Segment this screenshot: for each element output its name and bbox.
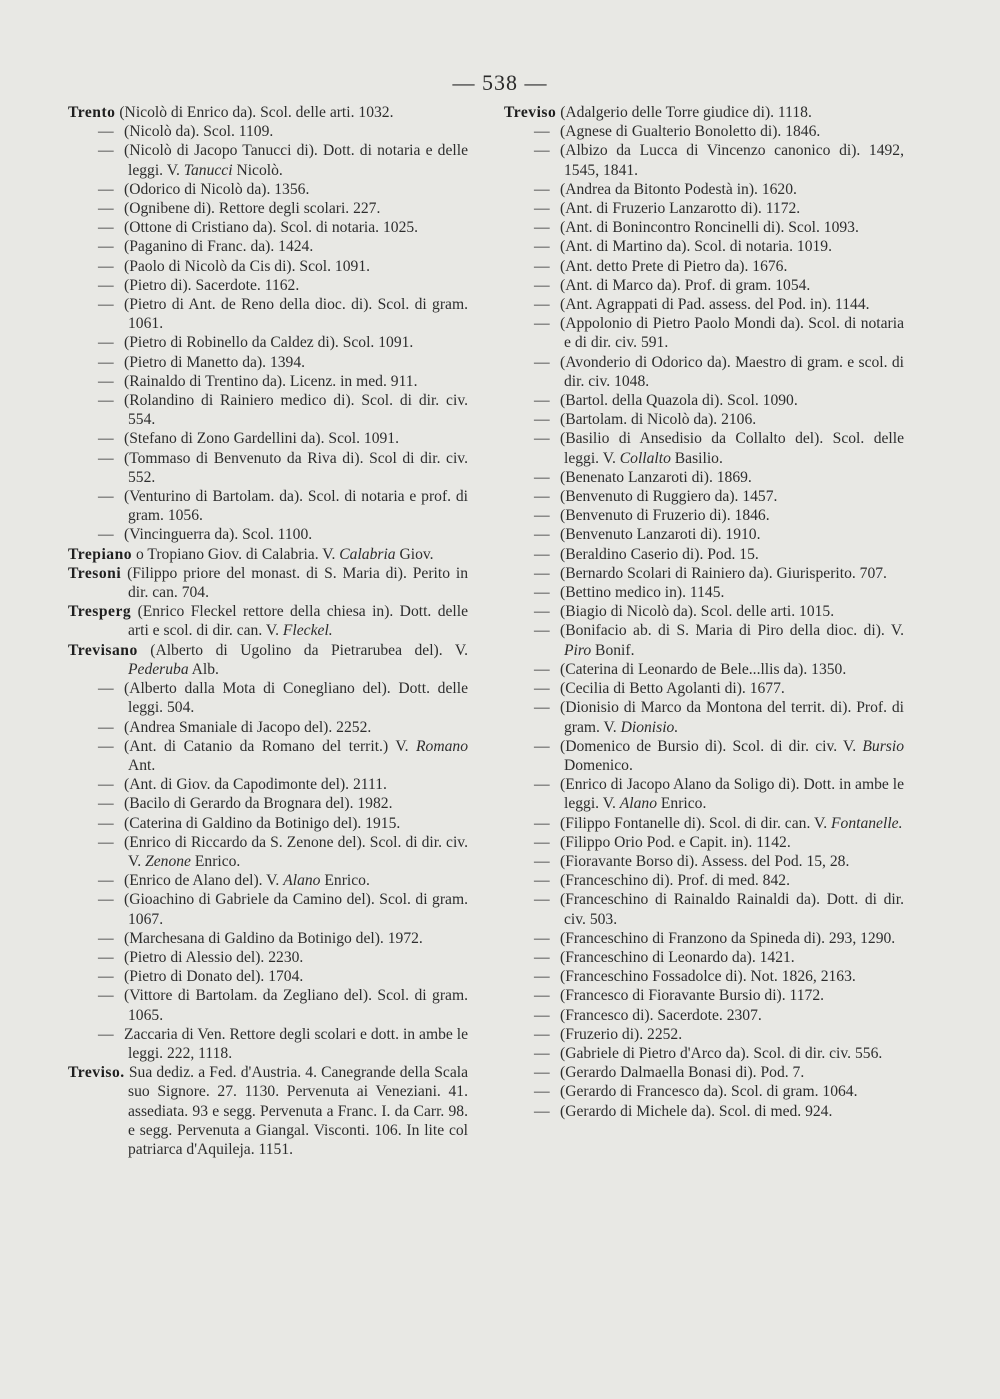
entry-text: (Bacilo di Gerardo da Brognara del). 1982. <box>124 795 393 813</box>
index-subentry <box>504 621 904 659</box>
index-subentry <box>68 948 468 967</box>
entry-text: (Appolonio di Pietro Paolo Mondi da). Scol. di notaria e di dir. civ. 591. <box>560 315 904 352</box>
entry-text-after: Nicolò. <box>232 161 283 179</box>
index-headword-entry <box>68 602 468 640</box>
entry-dash: — <box>534 200 550 218</box>
entry-text: (Ant. di Giov. da Capodimonte del). 2111. <box>124 776 387 794</box>
entry-dash: — <box>98 968 114 986</box>
index-subentry <box>68 276 468 295</box>
entry-dash: — <box>98 795 114 813</box>
entry-dash: — <box>534 968 550 986</box>
index-subentry <box>68 487 468 525</box>
index-subentry <box>504 410 904 429</box>
headword: Treviso <box>504 104 557 121</box>
index-subentry <box>504 967 904 986</box>
entry-dash: — <box>98 257 114 275</box>
cross-reference: Piro <box>564 641 592 659</box>
entry-dash: — <box>534 392 550 410</box>
entry-text: (Benenato Lanzaroti di). 1869. <box>560 468 752 486</box>
entry-text: (Gerardo Dalmaella Bonasi di). Pod. 7. <box>560 1064 805 1082</box>
entry-dash: — <box>534 353 550 371</box>
index-subentry <box>504 391 904 410</box>
index-subentry <box>504 525 904 544</box>
entry-dash: — <box>534 699 550 717</box>
entry-text-after: Bonif. <box>591 641 635 659</box>
index-subentry <box>68 814 468 833</box>
entry-text: (Filippo priore del monast. di S. Maria di). Perito in dir. can. 704. <box>121 564 468 602</box>
entry-dash: — <box>98 238 114 256</box>
entry-text: (Francesco di Fioravante Bursio di). 1172. <box>560 987 825 1005</box>
index-subentry <box>68 929 468 948</box>
entry-text: (Ottone di Cristiano da). Scol. di notaria. 1025. <box>124 219 419 237</box>
page-number: — 538 — <box>452 70 548 95</box>
entry-text: (Alberto di Ugolino da Pietrarubea del). V. <box>137 641 468 659</box>
entry-text: (Vincinguerra da). Scol. 1100. <box>124 526 313 544</box>
entry-dash: — <box>534 180 550 198</box>
index-subentry <box>504 948 904 967</box>
entry-dash: — <box>98 718 114 736</box>
entry-dash: — <box>98 449 114 467</box>
index-subentry <box>68 449 468 487</box>
entry-dash: — <box>98 680 114 698</box>
entry-text: (Gerardo di Francesco da). Scol. di gram. 1064. <box>560 1083 858 1101</box>
entry-text: (Franceschino di Leonardo da). 1421. <box>560 948 795 966</box>
cross-reference: Alano <box>283 872 321 890</box>
entry-dash: — <box>534 814 550 832</box>
entry-text-after: Basilio. <box>670 449 723 467</box>
entry-dash: — <box>534 1006 550 1024</box>
index-subentry <box>504 237 904 256</box>
entry-dash: — <box>534 833 550 851</box>
entry-dash: — <box>534 1083 550 1101</box>
entry-text: (Nicolò di Enrico da). Scol. delle arti. 1032. <box>115 104 394 121</box>
index-subentry <box>504 468 904 487</box>
entry-text: (Enrico Fleckel rettore della chiesa in). Dott. delle arti e scol. di dir. can. V. <box>128 603 468 640</box>
index-subentry <box>504 1025 904 1044</box>
index-subentry <box>504 679 904 698</box>
entry-text: (Venturino di Bartolam. da). Scol. di notaria e prof. di gram. 1056. <box>124 488 468 525</box>
entry-dash: — <box>534 891 550 909</box>
entry-dash: — <box>534 776 550 794</box>
index-subentry <box>68 737 468 775</box>
entry-text: (Avonderio di Odorico da). Maestro di gram. e scol. di dir. civ. 1048. <box>560 353 904 390</box>
entry-dash: — <box>98 948 114 966</box>
index-subentry <box>504 506 904 525</box>
entry-dash: — <box>534 219 550 237</box>
entry-dash: — <box>534 411 550 429</box>
index-subentry <box>68 237 468 256</box>
entry-text: (Beraldino Caserio di). Pod. 15. <box>560 545 759 563</box>
entry-text: (Adalgerio delle Torre giudice di). 1118. <box>556 104 812 121</box>
entry-dash: — <box>98 430 114 448</box>
cross-reference: Romano <box>416 737 468 755</box>
index-subentry <box>504 929 904 948</box>
entry-dash: — <box>98 814 114 832</box>
entry-text: (Franceschino di). Prof. di med. 842. <box>560 872 790 890</box>
entry-text: (Vittore di Bartolam. da Zegliano del). Scol. di gram. 1065. <box>124 987 468 1024</box>
entry-dash: — <box>534 1025 550 1043</box>
entry-text-after: Enrico. <box>190 852 241 870</box>
entry-dash: — <box>534 142 550 160</box>
index-subentry <box>504 545 904 564</box>
entry-text: (Filippo Fontanelle di). Scol. di dir. can. V. <box>560 814 832 832</box>
entry-dash: — <box>534 257 550 275</box>
entry-dash: — <box>534 584 550 602</box>
index-subentry <box>504 314 904 352</box>
index-subentry <box>68 525 468 544</box>
entry-text: (Bartolam. di Nicolò da). 2106. <box>560 411 757 429</box>
entry-text: (Gerardo di Michele da). Scol. di med. 924. <box>560 1102 833 1120</box>
index-subentry <box>504 890 904 928</box>
index-subentry <box>504 141 904 179</box>
index-subentry <box>68 257 468 276</box>
entry-text: (Gioachino di Gabriele da Camino del). Scol. di gram. 1067. <box>124 891 468 928</box>
index-subentry <box>504 602 904 621</box>
entry-dash: — <box>98 392 114 410</box>
entry-dash: — <box>534 929 550 947</box>
index-headword-entry <box>504 103 904 122</box>
index-subentry <box>504 775 904 813</box>
entry-dash: — <box>98 334 114 352</box>
cross-reference: Tanucci <box>183 161 233 179</box>
cross-reference: Collalto <box>619 449 671 467</box>
entry-dash: — <box>98 1025 114 1043</box>
entry-dash: — <box>534 872 550 890</box>
entry-text: (Andrea Smaniale di Jacopo del). 2252. <box>124 718 372 736</box>
entry-text: (Enrico di Riccardo da S. Zenone del). Scol. di dir. civ. V. <box>124 833 468 870</box>
index-subentry <box>68 871 468 890</box>
entry-text: Zaccaria di Ven. Rettore degli scolari e dott. in ambe le leggi. 222, 1118. <box>124 1025 468 1062</box>
index-subentry <box>504 1082 904 1101</box>
entry-text: (Benvenuto di Ruggiero da). 1457. <box>560 488 778 506</box>
entry-text: (Enrico di Jacopo Alano da Soligo di). Dott. in ambe le leggi. V. <box>560 776 904 813</box>
entry-text-after: Enrico. <box>320 872 370 890</box>
entry-text: (Franceschino di Franzono da Spineda di). 293, 1290. <box>560 929 896 947</box>
index-subentry <box>68 1025 468 1063</box>
index-headword-entry <box>68 564 468 602</box>
index-subentry <box>68 372 468 391</box>
index-subentry <box>68 295 468 333</box>
entry-dash: — <box>534 296 550 314</box>
right-column <box>504 103 904 1121</box>
entry-text: (Franceschino Fossadolce di). Not. 1826, 2163. <box>560 968 856 986</box>
entry-text: (Pietro di). Sacerdote. 1162. <box>124 276 300 294</box>
headword: Tresperg <box>68 603 132 621</box>
index-subentry <box>68 141 468 179</box>
index-subentry <box>504 1044 904 1063</box>
entry-text: (Gabriele di Pietro d'Arco da). Scol. di dir. civ. 556. <box>560 1044 883 1062</box>
cross-reference: Alano <box>619 795 657 813</box>
index-subentry <box>68 679 468 717</box>
entry-dash: — <box>534 564 550 582</box>
entry-text: (Pietro di Manetto da). 1394. <box>124 353 306 371</box>
entry-dash: — <box>534 660 550 678</box>
cross-reference: Pederuba <box>128 660 189 678</box>
index-subentry <box>68 199 468 218</box>
index-headword-entry <box>68 103 468 122</box>
entry-dash: — <box>98 891 114 909</box>
entry-dash: — <box>534 507 550 525</box>
cross-reference: Fleckel. <box>282 622 333 640</box>
index-subentry <box>504 199 904 218</box>
entry-text: (Basilio di Ansedisio da Collalto del). Scol. delle leggi. V. <box>560 430 904 467</box>
entry-text-after: Giov. <box>395 545 434 563</box>
headword: Trento <box>68 104 116 121</box>
entry-text: (Odorico di Nicolò da). 1356. <box>124 180 310 198</box>
entry-text: Sua dediz. a Fed. d'Austria. 4. Canegrande della Scala suo Signore. 27. 1130. Pervenuta ai Veneziani. 41. assediata. 93 e segg. Pervenuta a Franc. I. da Carr. 98. e segg. Pervenuta a Giangal. Visconti. 106. In lite col patriarca d'Aquileja. 1151. <box>124 1064 468 1158</box>
entry-dash: — <box>98 353 114 371</box>
index-subentry <box>68 333 468 352</box>
entry-text: (Bonifacio ab. di S. Maria di Piro della dioc. di). V. <box>560 622 904 640</box>
entry-dash: — <box>534 123 550 141</box>
cross-reference: Calabria <box>339 545 396 563</box>
entry-text: (Caterina di Galdino da Botinigo del). 1915. <box>124 814 401 832</box>
entry-text: (Enrico de Alano del). V. <box>124 872 284 890</box>
index-subentry <box>68 429 468 448</box>
entry-dash: — <box>98 372 114 390</box>
entry-text: (Pietro di Ant. de Reno della dioc. di). Scol. di gram. 1061. <box>124 296 468 333</box>
entry-dash: — <box>98 180 114 198</box>
entry-text: (Ant. di Marco da). Prof. di gram. 1054. <box>560 276 811 294</box>
entry-text: (Fioravante Borso di). Assess. del Pod. 15, 28. <box>560 852 850 870</box>
cross-reference: Fontanelle. <box>831 814 903 832</box>
entry-text: (Biagio di Nicolò da). Scol. delle arti. 1015. <box>560 603 835 621</box>
entry-text: (Nicolò da). Scol. 1109. <box>124 123 274 141</box>
index-subentry <box>68 218 468 237</box>
index-subentry <box>504 1063 904 1082</box>
index-subentry <box>504 180 904 199</box>
entry-text-after: Domenico. <box>564 756 633 774</box>
entry-text: (Ant. di Bonincontro Roncinelli di). Scol. 1093. <box>560 219 859 237</box>
index-subentry <box>68 775 468 794</box>
index-subentry <box>504 833 904 852</box>
entry-dash: — <box>98 276 114 294</box>
index-subentry <box>68 391 468 429</box>
index-subentry <box>504 1102 904 1121</box>
entry-dash: — <box>534 948 550 966</box>
entry-text: (Benvenuto Lanzaroti di). 1910. <box>560 526 761 544</box>
entry-text: (Stefano di Zono Gardellini da). Scol. 1091. <box>124 430 399 448</box>
left-column <box>68 103 468 1159</box>
entry-dash: — <box>534 1044 550 1062</box>
entry-text: (Nicolò di Jacopo Tanucci di). Dott. di notaria e delle leggi. V. <box>124 142 468 179</box>
cross-reference: Dionisio. <box>620 718 679 736</box>
entry-text: (Caterina di Leonardo de Bele...llis da). 1350. <box>560 660 847 678</box>
entry-dash: — <box>98 142 114 160</box>
entry-text: (Benvenuto di Fruzerio di). 1846. <box>560 507 770 525</box>
entry-dash: — <box>98 296 114 314</box>
entry-text: (Bartol. della Quazola di). Scol. 1090. <box>560 392 798 410</box>
entry-dash: — <box>98 123 114 141</box>
entry-text: (Ant. di Fruzerio Lanzarotto di). 1172. <box>560 200 801 218</box>
entry-text: (Bernardo Scolari di Rainiero da). Giurisperito. 707. <box>560 564 887 582</box>
index-subentry <box>504 218 904 237</box>
index-subentry <box>504 1006 904 1025</box>
headword: Trepiano <box>68 545 133 563</box>
index-subentry <box>68 718 468 737</box>
entry-dash: — <box>534 276 550 294</box>
index-subentry <box>504 295 904 314</box>
index-subentry <box>68 833 468 871</box>
entry-text-after: Enrico. <box>657 795 707 813</box>
entry-text: o Tropiano Giov. di Calabria. V. <box>132 545 340 563</box>
entry-text: (Ant. di Catanio da Romano del territ.) V. <box>124 737 417 755</box>
index-subentry <box>504 852 904 871</box>
index-subentry <box>68 122 468 141</box>
entry-text: (Pietro di Donato del). 1704. <box>124 968 304 986</box>
entry-dash: — <box>534 545 550 563</box>
headword: Trevisano <box>68 641 138 659</box>
entry-dash: — <box>534 622 550 640</box>
entry-text: (Marchesana di Galdino da Botinigo del). 1972. <box>124 929 423 947</box>
entry-dash: — <box>534 680 550 698</box>
index-subentry <box>504 564 904 583</box>
entry-text: (Franceschino di Rainaldo Rainaldi da). Dott. di dir. civ. 503. <box>560 891 904 928</box>
headword: Tresoni <box>68 564 122 582</box>
index-subentry <box>68 890 468 928</box>
entry-text: (Agnese di Gualterio Bonoletto di). 1846. <box>560 123 821 141</box>
entry-dash: — <box>534 468 550 486</box>
index-subentry <box>504 698 904 736</box>
index-subentry <box>504 122 904 141</box>
entry-dash: — <box>98 526 114 544</box>
entry-dash: — <box>98 833 114 851</box>
entry-dash: — <box>534 603 550 621</box>
entry-text: (Ant. Agrappati di Pad. assess. del Pod. in). 1144. <box>560 296 870 314</box>
entry-dash: — <box>534 526 550 544</box>
headword: Treviso. <box>68 1064 125 1082</box>
entry-text: (Cecilia di Betto Agolanti di). 1677. <box>560 680 785 698</box>
entry-dash: — <box>98 219 114 237</box>
index-subentry <box>504 257 904 276</box>
entry-text: (Ant. detto Prete di Pietro da). 1676. <box>560 257 788 275</box>
entry-text: (Dionisio di Marco da Montona del territ. di). Prof. di gram. V. <box>560 699 904 736</box>
index-subentry <box>504 353 904 391</box>
entry-dash: — <box>98 872 114 890</box>
entry-text: (Francesco di). Sacerdote. 2307. <box>560 1006 762 1024</box>
entry-dash: — <box>98 929 114 947</box>
entry-text: (Domenico de Bursio di). Scol. di dir. civ. V. <box>560 737 863 755</box>
entry-dash: — <box>98 776 114 794</box>
entry-text: (Albizo da Lucca di Vincenzo canonico di). 1492, 1545, 1841. <box>560 142 904 179</box>
entry-dash: — <box>534 1064 550 1082</box>
entry-text: (Pietro di Alessio del). 2230. <box>124 948 304 966</box>
entry-text: (Bettino medico in). 1145. <box>560 584 725 602</box>
entry-dash: — <box>98 488 114 506</box>
entry-text: (Andrea da Bitonto Podestà in). 1620. <box>560 180 797 198</box>
entry-dash: — <box>534 852 550 870</box>
entry-text: (Alberto dalla Mota di Conegliano del). Dott. delle leggi. 504. <box>124 680 468 717</box>
entry-text: (Ant. di Martino da). Scol. di notaria. 1019. <box>560 238 832 256</box>
index-subentry <box>504 276 904 295</box>
entry-dash: — <box>98 987 114 1005</box>
index-subentry <box>504 429 904 467</box>
entry-dash: — <box>534 737 550 755</box>
entry-dash: — <box>534 488 550 506</box>
index-subentry <box>68 353 468 372</box>
entry-text: (Paganino di Franc. da). 1424. <box>124 238 314 256</box>
entry-text-after: Ant. <box>128 756 156 774</box>
cross-reference: Zenone <box>145 852 191 870</box>
index-subentry <box>504 986 904 1005</box>
index-subentry <box>504 737 904 775</box>
entry-dash: — <box>534 315 550 333</box>
entry-dash: — <box>534 1102 550 1120</box>
entry-dash: — <box>534 238 550 256</box>
entry-dash: — <box>534 430 550 448</box>
entry-text: (Rainaldo di Trentino da). Licenz. in med. 911. <box>124 372 418 390</box>
index-subentry <box>504 814 904 833</box>
index-subentry <box>504 487 904 506</box>
entry-text: (Ognibene di). Rettore degli scolari. 227. <box>124 200 381 218</box>
index-subentry <box>68 180 468 199</box>
entry-text: (Filippo Orio Pod. e Capit. in). 1142. <box>560 833 791 851</box>
index-headword-entry <box>68 1063 468 1159</box>
index-headword-entry <box>68 545 468 564</box>
index-headword-entry <box>68 641 468 679</box>
index-subentry <box>68 986 468 1024</box>
entry-dash: — <box>534 987 550 1005</box>
entry-text: (Fruzerio di). 2252. <box>560 1025 683 1043</box>
index-subentry <box>68 967 468 986</box>
entry-text: (Tommaso di Benvenuto da Riva di). Scol di dir. civ. 552. <box>124 449 468 486</box>
entry-text: (Rolandino di Rainiero medico di). Scol. di dir. civ. 554. <box>124 392 468 429</box>
entry-dash: — <box>98 737 114 755</box>
index-subentry <box>68 794 468 813</box>
index-subentry <box>504 583 904 602</box>
index-subentry <box>504 660 904 679</box>
entry-text-after: Alb. <box>188 660 219 678</box>
index-subentry <box>504 871 904 890</box>
entry-text: (Paolo di Nicolò da Cis di). Scol. 1091. <box>124 257 371 275</box>
entry-dash: — <box>98 200 114 218</box>
entry-text: (Pietro di Robinello da Caldez di). Scol. 1091. <box>124 334 414 352</box>
cross-reference: Bursio <box>862 737 904 755</box>
